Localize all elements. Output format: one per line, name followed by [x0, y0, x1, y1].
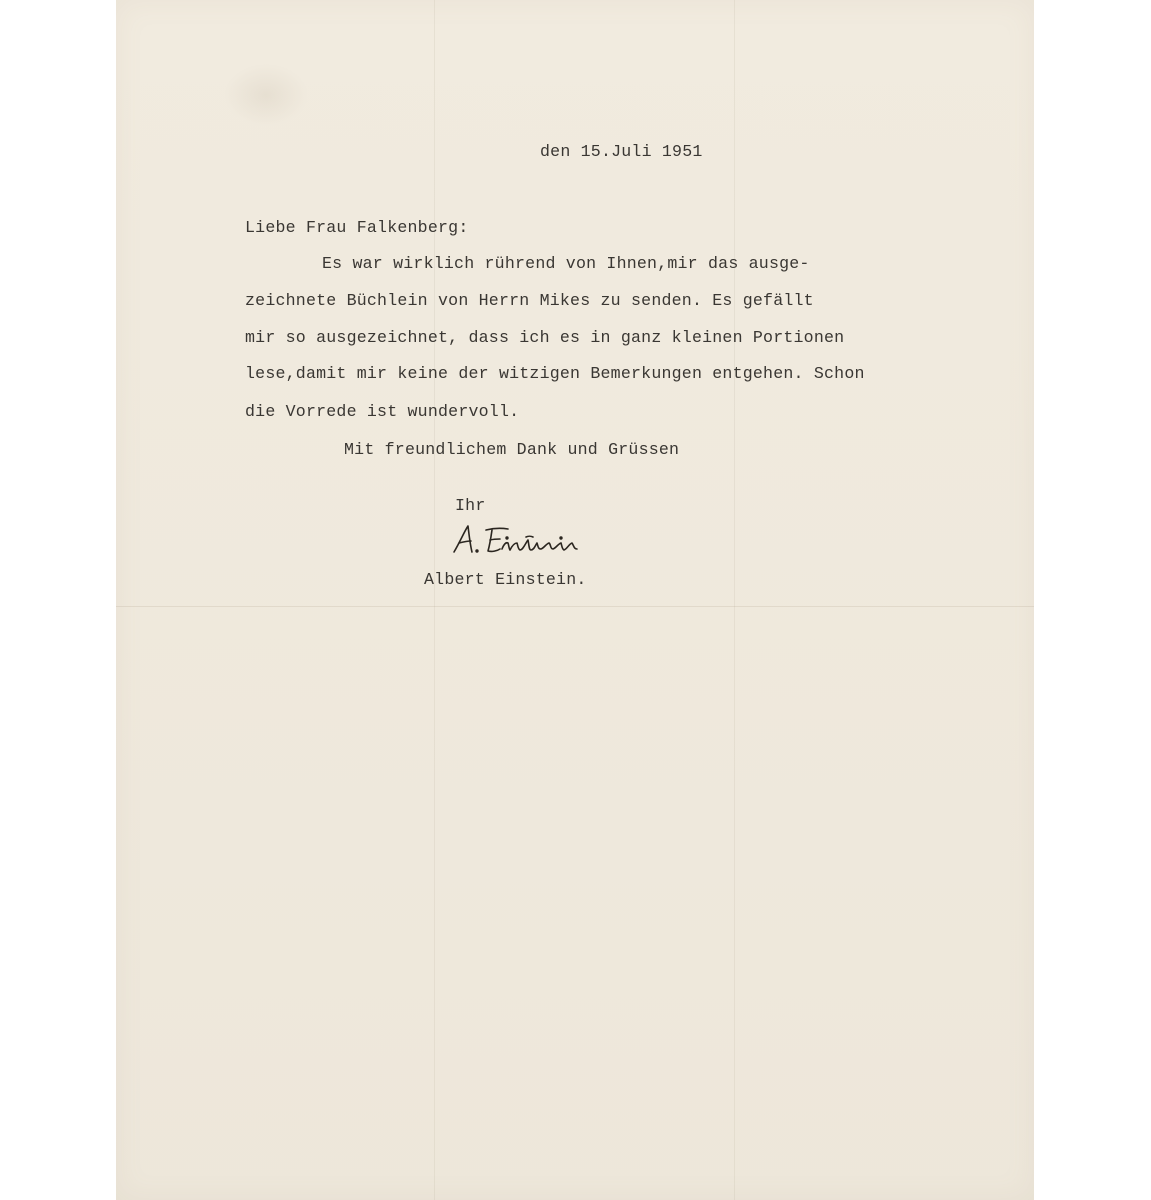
body-line: lese,damit mir keine der witzigen Bemerkungen entgehen. Schon — [245, 364, 865, 383]
letter-date: den 15.Juli 1951 — [540, 142, 703, 161]
fold-line — [434, 0, 435, 1200]
letter-sheet — [116, 0, 1034, 1200]
handwritten-signature — [448, 522, 598, 556]
fold-line — [116, 606, 1034, 607]
salutation: Liebe Frau Falkenberg: — [245, 218, 469, 237]
closing: Mit freundlichem Dank und Grüssen — [344, 440, 680, 459]
body-line: mir so ausgezeichnet, dass ich es in ganz kleinen Portionen — [245, 328, 845, 347]
body-line: Es war wirklich rührend von Ihnen,mir das ausge- — [322, 254, 810, 273]
typed-name: Albert Einstein. — [424, 570, 587, 589]
closing-ihr: Ihr — [455, 496, 486, 515]
body-line: die Vorrede ist wundervoll. — [245, 402, 520, 421]
body-line: zeichnete Büchlein von Herrn Mikes zu senden. Es gefällt — [245, 291, 814, 310]
fold-line — [734, 0, 735, 1200]
